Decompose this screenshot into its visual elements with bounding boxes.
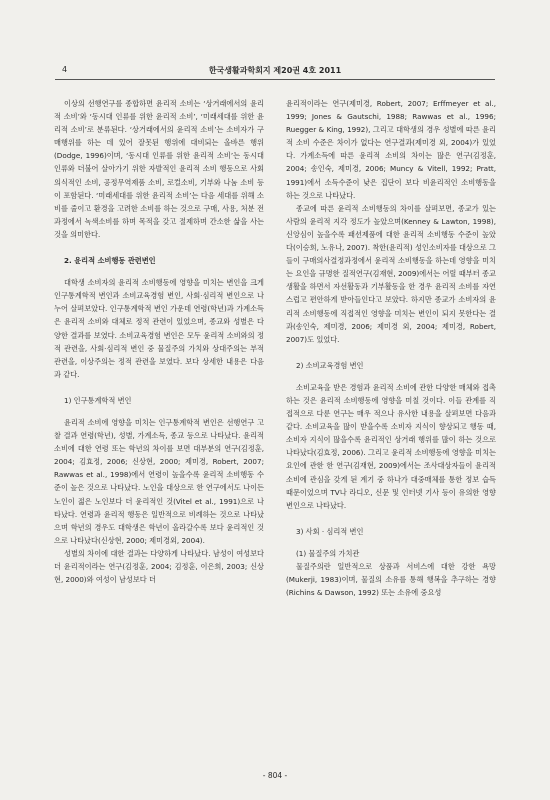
paragraph-religion: 종교에 따른 윤리적 소비행동의 차이를 살펴보면, 종교가 있는 사람의 윤리적 지각 정도가 높았으며(Kenney & Lawton, 1998), 신앙심이 높을수록 패션제품에 대한 윤리적 소비행동 수준이 높았다(이승희, 노유나, 2007). 착한(윤리적) 성인소비자를 대상으로 그들이 구매의사결정과정에서 윤리적 소비행동을 하는데 영향을 미치는 요인을 규명한 질적연구(김재현, 2009)에서는 어릴 때부터 종교생활을 하면서 자선활동과 기부활동을 한 경우 윤리적 소비를 자연스럽고 편안하게 받아들인다고 보았다. 하지만 종교가 소비자의 윤리적 소비행동에 직접적인 영향을 미치는 변인이 되지 못한다는 결과(송인숙, 제미경, 2006; 제미경 외, 2004; 제미경, Robert, 2007)도 있었다. bbox=[286, 203, 496, 344]
paragraph-gender-income: 윤리적이라는 연구(제미경, Robert, 2007; Erffmeyer et al., 1999; Jones & Gautschi, 1988; Rawwas et al., 1996; Ruegger & King, 1992), 그리고 대학생의 경우 성별에 따른 윤리적 소비 수준은 차이가 없다는 연구결과(제미경 외, 2004)가 있었다. 가계소득에 따른 윤리적 소비의 차이는 많은 연구(김정훈, 2004; 송인숙, 제미경, 2006; Muncy & Vitell, 1992; Pratt, 1991)에서 소득수준이 낮은 집단이 보다 비윤리적인 소비행동을 하는 것으로 나타났다. bbox=[286, 99, 496, 200]
paragraph-gender: 성별의 차이에 대한 결과는 다양하게 나타났다. 남성이 여성보다 더 윤리적이라는 연구(김정훈, 2004; 김정훈, 이은희, 2003; 신상현, 2000)와 여성이 남성보다 더 bbox=[54, 548, 264, 585]
paragraph-materialism: 물질주의란 일반적으로 상품과 서비스에 대한 강한 욕망(Mukerji, 1983)이며, 물질의 소유를 통해 행복을 추구하는 경향(Richins & Dawson, 1992) 또는 소유에 중요성 bbox=[286, 562, 496, 598]
journal-header: 한국생활과학회지 제20권 4호 2011 bbox=[208, 66, 342, 75]
header-rule bbox=[55, 79, 495, 80]
page-footer-number: - 804 - bbox=[262, 771, 288, 780]
right-column bbox=[286, 97, 496, 599]
paragraph-age: 윤리적 소비에 영향을 미치는 인구통계학적 변인은 선행연구 고찰 결과 연령(학년), 성별, 가계소득, 종교 등으로 나타났다. 윤리적 소비에 대한 연령 또는 학년의 차이를 보면 대부분의 연구(김정훈, 2004; 김효정, 2006; 신상현, 2000; 제미경, Robert, 2007; Rawwas et al., 1998)에서 연령이 높을수록 윤리적 소비행동 수준이 높은 것으로 나타났다. 노인을 대상으로 한 연구에서도 나이든 노인이 젊은 노인보다 더 윤리적인 것(Vitel et al., 1991)으로 나타났다. 연령과 윤리적 행동은 일반적으로 비례하는 것으로 나타났으며 학년의 경우도 대학생은 학년이 올라갈수록 보다 윤리적인 것으로 나타났다(신상현, 2000; 제미경외, 2004). bbox=[54, 417, 264, 545]
page-number: 4 bbox=[62, 65, 68, 74]
subheading-materialism: (1) 물질주의 가치관 bbox=[296, 548, 360, 558]
paragraph-variables-overview: 대학생 소비자의 윤리적 소비행동에 영향을 미치는 변인을 크게 인구통계학적 변인과 소비교육경험 변인, 사회·심리적 변인으로 나누어 살펴보았다. 인구통계학적 변인 가운데 연령(학년)과 가계소득은 윤리적 소비와 대체로 정적 관련이 있었으며, 종교와 성별은 다양한 결과를 보였다. 소비교육경험 변인은 모두 윤리적 소비와의 정적 관련을, 사회·심리적 변인 중 물질주의 가치와 상대주의는 부적 관련을, 이상주의는 정적 관련을 보였다. 보다 상세한 내용은 다음과 같다. bbox=[54, 278, 264, 379]
paragraph-education: 소비교육을 받은 경험과 윤리적 소비에 관한 다양한 매체와 접촉하는 것은 윤리적 소비행동에 영향을 미칠 것이다. 이들 관계를 직접적으로 다룬 연구는 매우 적으나 유사한 내용을 살펴보면 다음과 같다. 소비교육을 많이 받을수록 소비자 지식이 향상되고 행동 때, 소비자 지식이 많을수록 윤리적인 상거래 행위를 많이 하는 것으로 나타났다(김효정, 2006). 그리고 윤리적 소비행동에 영향을 미치는 요인에 관한 한 연구(김재현, 2009)에서는 조사대상자들이 윤리적 소비에 관심을 갖게 된 계기 중 하나가 대중매체를 통한 정보 습득 때문이었으며 TV나 라디오, 신문 및 인터넷 기사 등이 유의한 영향 변인으로 나타났다. bbox=[286, 382, 496, 510]
subheading-education: 2) 소비교육경험 변인 bbox=[296, 360, 364, 370]
left-column bbox=[54, 97, 264, 586]
paragraph-summary: 이상의 선행연구를 종합하면 윤리적 소비는 ‘상거래에서의 윤리적 소비’와 ‘동시대 인류를 위한 윤리적 소비’, ‘미래세대를 위한 윤리적 소비’로 분류된다. ‘상거래에서의 윤리적 소비’는 소비자가 구매행위를 하는 데 있어 잘못된 행위에 대비되는 올바른 행위(Dodge, 1996)이며, ‘동시대 인류를 위한 윤리적 소비’는 동시대 인류와 더불어 살아가기 위한 자발적인 윤리적 소비 행동으로 사회의식적인 소비, 공정무역제품 소비, 로컬소비, 기부와 나눔 소비 등이 포함된다. ‘미래세대를 위한 윤리적 소비’는 다음 세대를 위해 소비를 줄이고 환경을 고려한 소비를 하는 것으로 구매, 사용, 처분 전 과정에서 녹색소비를 하며 목적을 갖고 절제하며 간소한 삶을 사는 것을 의미한다. bbox=[54, 99, 264, 239]
section-heading-related-variables: 2. 윤리적 소비행동 관련변인 bbox=[64, 256, 156, 266]
subheading-demographic: 1) 인구통계학적 변인 bbox=[64, 395, 132, 405]
subheading-psychological: 3) 사회 · 심리적 변인 bbox=[296, 526, 364, 536]
